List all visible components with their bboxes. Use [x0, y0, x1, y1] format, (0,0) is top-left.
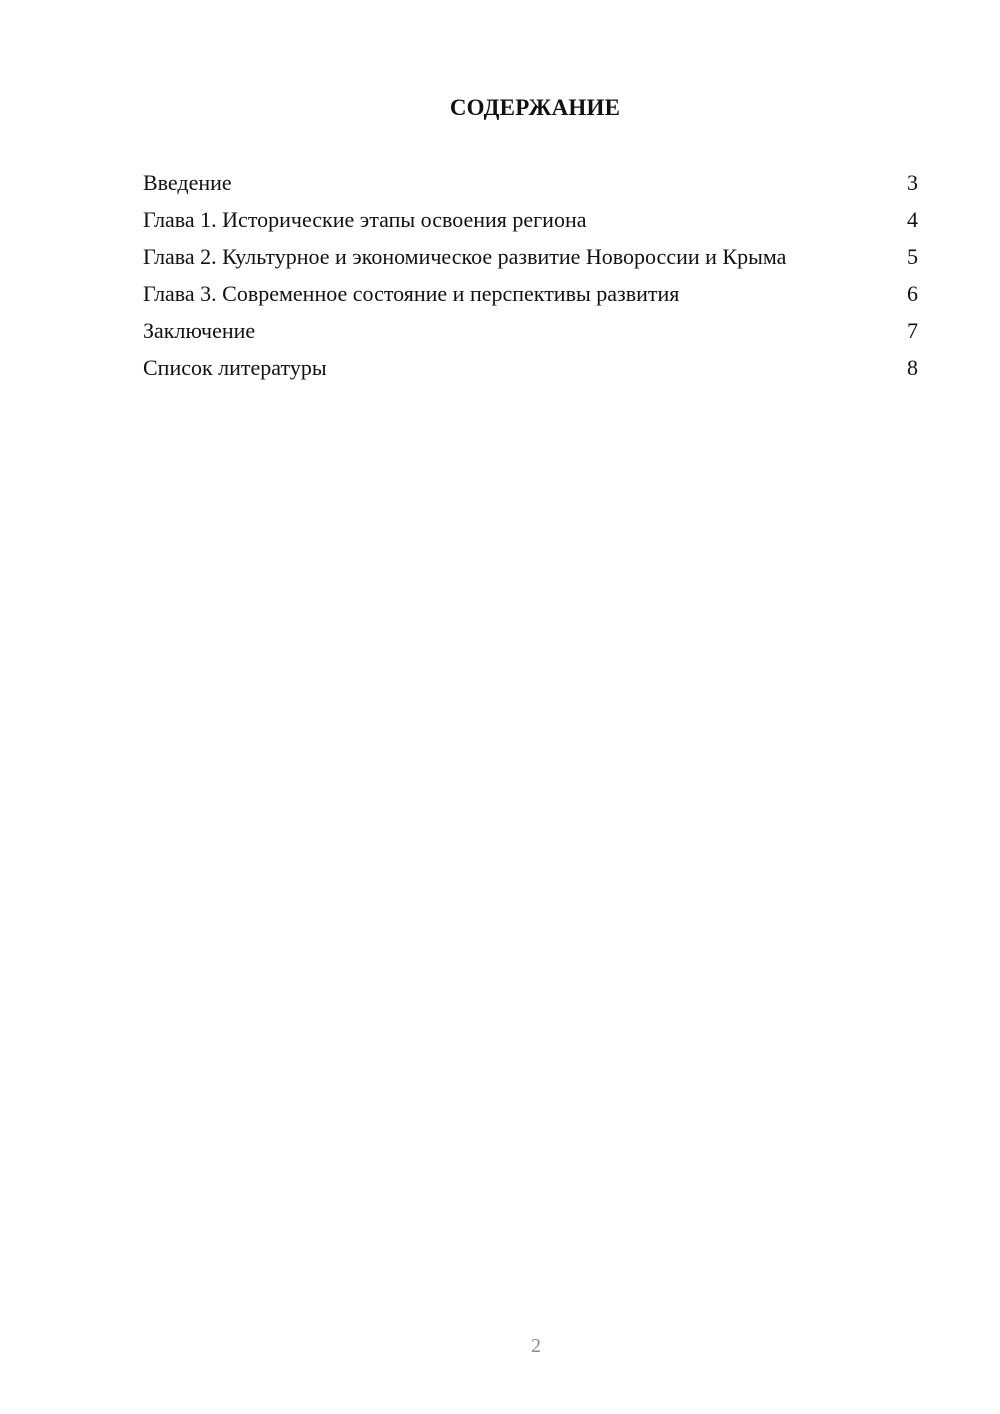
- table-of-contents: [143, 170, 918, 392]
- toc-entry-chapter-2[interactable]: [143, 244, 918, 270]
- toc-entry-chapter-1[interactable]: [143, 207, 918, 233]
- toc-entry-page: 7: [907, 318, 918, 343]
- toc-entry-chapter-3[interactable]: [143, 281, 918, 307]
- toc-entry-introduction[interactable]: [143, 170, 918, 196]
- page-title: СОДЕРЖАНИЕ: [449, 95, 621, 120]
- toc-entry-page: 3: [907, 170, 918, 195]
- toc-entry-label: Глава 3. Современное состояние и перспективы развития: [143, 281, 680, 306]
- toc-entry-page: 4: [907, 207, 918, 232]
- toc-entry-page: 8: [907, 355, 918, 380]
- toc-entry-label: Глава 1. Исторические этапы освоения региона: [143, 207, 587, 232]
- toc-entry-label: Введение: [143, 170, 232, 195]
- toc-entry-page: 6: [907, 281, 918, 306]
- page-number: 2: [531, 1335, 541, 1357]
- toc-entry-label: Заключение: [143, 318, 256, 343]
- toc-entry-references[interactable]: [143, 355, 918, 381]
- toc-entry-label: Глава 2. Культурное и экономическое развитие Новороссии и Крыма: [143, 244, 787, 269]
- toc-entry-label: Список литературы: [143, 355, 327, 380]
- toc-entry-conclusion[interactable]: [143, 318, 918, 344]
- toc-entry-page: 5: [907, 244, 918, 269]
